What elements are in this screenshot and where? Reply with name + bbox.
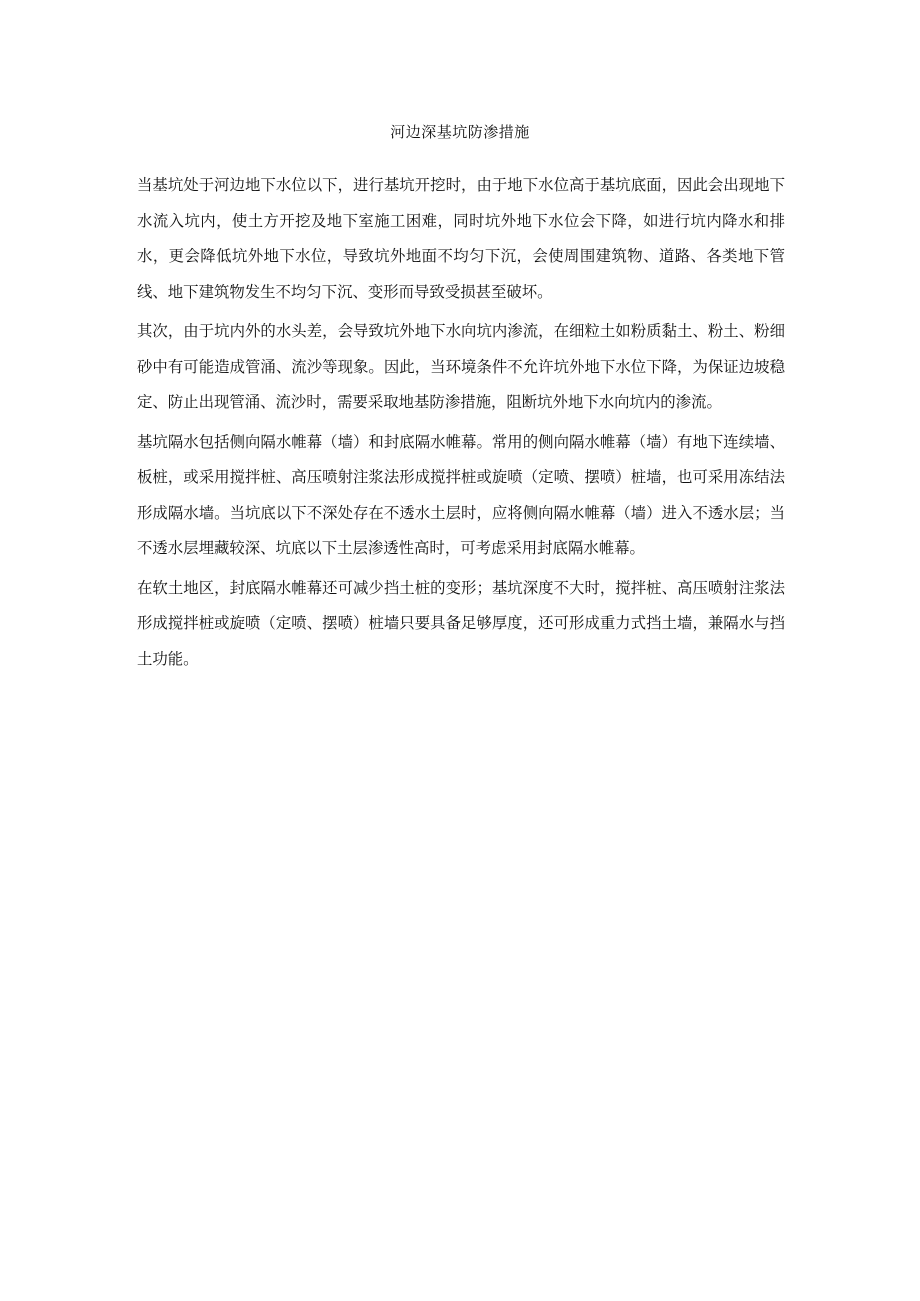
paragraph-4: 在软土地区，封底隔水帷幕还可减少挡土桩的变形；基坑深度不大时，搅拌桩、高压喷射注浆法形成搅拌桩或旋喷（定喷、摆喷）桩墙只要具备足够厚度，还可形成重力式挡土墙，兼隔水与挡土功能。 [137, 578, 785, 668]
paragraph-2: 其次，由于坑内外的水头差，会导致坑外地下水向坑内渗流，在细粒土如粉质黏土、粉土、粉细砂中有可能造成管涌、流沙等现象。因此，当环境条件不允许坑外地下水位下降，为保证边坡稳定、防止出现管涌、流沙时，需要采取地基防渗措施，阻断坑外地下水向坑内的渗流。 [137, 322, 785, 411]
document-body [137, 168, 785, 681]
paragraph-3: 基坑隔水包括侧向隔水帷幕（墙）和封底隔水帷幕。常用的侧向隔水帷幕（墙）有地下连续墙、板桩，或采用搅拌桩、高压喷射注浆法形成搅拌桩或旋喷（定喷、摆喷）桩墙，也可采用冻结法形成隔水墙。当坑底以下不深处存在不透水土层时，应将侧向隔水帷幕（墙）进入不透水层；当不透水层埋藏较深、坑底以下土层渗透性高时，可考虑采用封底隔水帷幕。 [137, 432, 785, 557]
document-title: 河边深基坑防渗措施 [390, 123, 530, 141]
paragraph-1: 当基坑处于河边地下水位以下，进行基坑开挖时，由于地下水位高于基坑底面，因此会出现地下水流入坑内，使土方开挖及地下室施工困难，同时坑外地下水位会下降，如进行坑内降水和排水，更会降低坑外地下水位，导致坑外地面不均匀下沉，会使周围建筑物、道路、各类地下管线、地下建筑物发生不均匀下沉、变形而导致受损甚至破坏。 [137, 176, 785, 301]
